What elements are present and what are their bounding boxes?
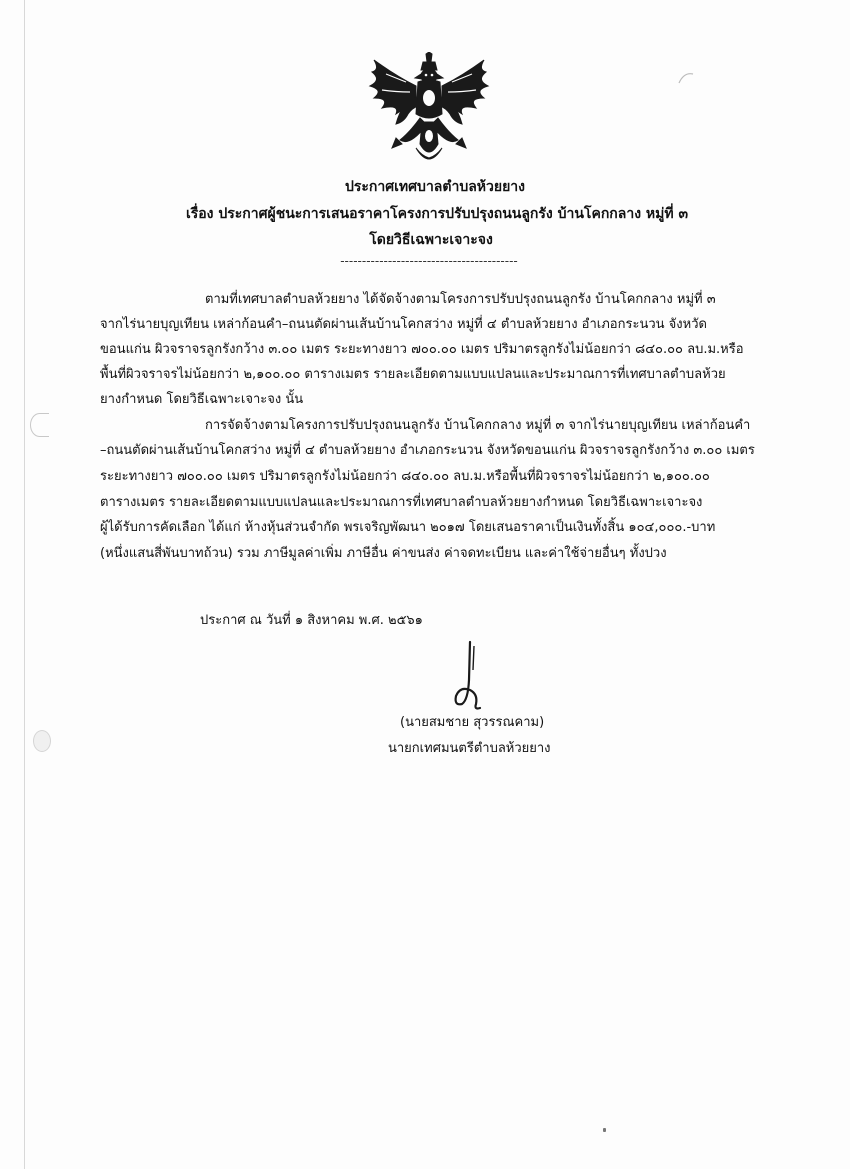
paragraph-1-line: พื้นที่ผิวจราจรไม่น้อยกว่า ๒,๑๐๐.๐๐ ตารางเมตร รายละเอียดตามแบบแปลนและประมาณการที่เทศบาลตำบลห้วย xyxy=(100,367,726,382)
punch-hole-mark xyxy=(33,730,51,752)
paragraph-2-line: –ถนนตัดผ่านเส้นบ้านโคกสว่าง หมู่ที่ ๔ ตำบลห้วยยาง อำเภอกระนวน จังหวัดขอนแก่น ผิวจราจรลูกรังกว้าง ๓.๐๐ เมตร xyxy=(100,443,755,458)
signatory-name: (นายสมชาย สุวรรณคาม) xyxy=(400,715,545,730)
signatory-position: นายกเทศมนตรีตำบลห้วยยาง xyxy=(388,741,551,756)
procurement-method: โดยวิธีเฉพาะเจาะจง xyxy=(369,232,493,248)
announcement-title: ประกาศเทศบาลตำบลห้วยยาง xyxy=(345,179,525,195)
paragraph-2-line: ตารางเมตร รายละเอียดตามแบบแปลนและประมาณการที่เทศบาลตำบลห้วยยางกำหนด โดยวิธีเฉพาะเจาะจง xyxy=(100,495,703,510)
paragraph-2-line: การจัดจ้างตามโครงการปรับปรุงถนนลูกรัง บ้านโคกกลาง หมู่ที่ ๓ จากไร่นายบุญเทียน เหล่าก้อนคำ xyxy=(205,418,751,433)
paragraph-1-line: ตามที่เทศบาลตำบลห้วยยาง ได้จัดจ้างตามโครงการปรับปรุงถนนลูกรัง บ้านโคกกลาง หมู่ที่ ๓ xyxy=(205,292,716,307)
paragraph-2-line: (หนึ่งแสนสี่พันบาทถ้วน) รวม ภาษีมูลค่าเพิ่ม ภาษีอื่น ค่าขนส่ง ค่าจดทะเบียน และค่าใช้จ่ายอื่นๆ ทั้งปวง xyxy=(100,546,667,561)
paragraph-1-line: ขอนแก่น ผิวจราจรลูกรังกว้าง ๓.๐๐ เมตร ระยะทางยาว ๗๐๐.๐๐ เมตร ปริมาตรลูกรังไม่น้อยกว่า ๘๔๐.๐๐ ลบ.ม.หรือ xyxy=(100,342,744,357)
scan-speck xyxy=(603,1128,606,1132)
announcement-date: ประกาศ ณ วันที่ ๑ สิงหาคม พ.ศ. ๒๕๖๑ xyxy=(200,613,423,628)
handwritten-signature-icon xyxy=(448,640,498,715)
header-divider: ----------------------------------------- xyxy=(340,254,518,268)
punch-hole-mark xyxy=(30,413,49,437)
paragraph-2-line: ระยะทางยาว ๗๐๐.๐๐ เมตร ปริมาตรลูกรังไม่น้อยกว่า ๘๔๐.๐๐ ลบ.ม.หรือพื้นที่ผิวจราจรไม่น้อยกว่า ๒,๑๐๐.๐๐ xyxy=(100,469,710,484)
announcement-subject: เรื่อง ประกาศผู้ชนะการเสนอราคาโครงการปรับปรุงถนนลูกรัง บ้านโคกกลาง หมู่ที่ ๓ xyxy=(185,206,689,222)
scan-mark-icon xyxy=(678,70,694,84)
paragraph-2-line: ผู้ได้รับการคัดเลือก ได้แก่ ห้างหุ้นส่วนจำกัด พรเจริญพัฒนา ๒๐๑๗ โดยเสนอราคาเป็นเงินทั้งสิ้น ๑๐๔,๐๐๐.-บาท xyxy=(100,520,716,535)
paragraph-1-line: ยางกำหนด โดยวิธีเฉพาะเจาะจง นั้น xyxy=(100,392,304,407)
garuda-emblem-icon xyxy=(366,52,492,170)
paragraph-1-line: จากไร่นายบุญเทียน เหล่าก้อนคำ–ถนนตัดผ่านเส้นบ้านโคกสว่าง หมู่ที่ ๔ ตำบลห้วยยาง อำเภอกระนวน จังหวัด xyxy=(100,317,707,332)
